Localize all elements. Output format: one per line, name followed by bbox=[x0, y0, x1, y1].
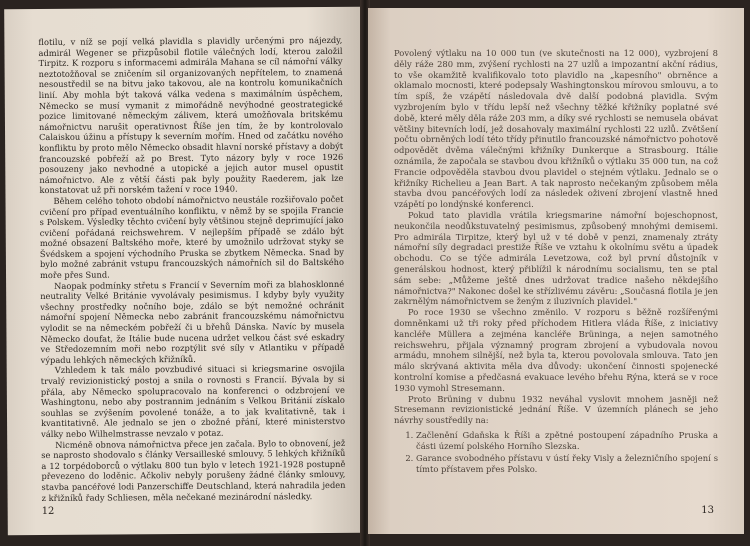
list-item: 2. Garance svobodného přístavu v ústí řeky Visly a železničního spojení s tímto přístavem přes Polsko. bbox=[416, 453, 718, 475]
right-page bbox=[368, 8, 744, 534]
paragraph: Proto Brüning v dubnu 1932 neváhal vyslovit mnohem jasněji než Stresemann revizionistické jednání Říše. V územních plánech se jeho návrhy soustředily na: bbox=[394, 393, 718, 426]
paragraph: Pokud tato plavidla vrátila kriegsmarine námořní bojeschopnost, neukončila neodůkstuvatelný pesimismus, způsobený mnohými demisemi. Pro admirála Tirpitze, který byl už v té době v penzi, znamenaly ztráty námořní síly degradaci prestiže Říše ve vztahu k okolnímu světu a úpadek obchodu. Co se týče admirála Levetzowa, což byl první důstojník v generálskou hodnost, který přiblížil k národnímu socialismu, ten se ptal sám sebe: „Můžeme ještě dnes udržovat tradice našeho někdejšího námořnictva?" Nakonec došel ke střízlivému závěru: „Současná flotila je jen zakrnělým námořnictvem se ženým z iluzivních plavidel." bbox=[394, 209, 718, 307]
paragraph: Naopak podmínky střetu s Francií v Severním moři za blahosklonné neutrality Velké Británie vyvolávaly pesimismus. I kdyby byly využity všechny prostředky nočního boje, zdálo se být nemožné ochránit námořní spojení Německa nebo zabránit francouzskému námořnictvu vylodit se na německém pobřeží či u břehů Dánska. Navíc by musela Německo doufat, že Itálie bude nucena udržet velkou část své eskadry ve Středozemním moři nebo rozptýlit své síly v Atlantiku v případě výpadu lehkých německých křižníků. bbox=[40, 278, 345, 365]
paragraph: Během celého tohoto období námořnictvo neustále rozšiřovalo počet cvičení pro případ eventuálního konfliktu, v němž by se spojila Francie s Polskem. Výsledky těchto cvičení byly většinou stejně deprimující jako cvičení pořádaná reichswehrem. V nejlepším případě se zdálo být možné obsazení Baltského moře, které by umožnilo udržovat styky se Švédskem a spojení východního Pruska se zbytkem Německa. Snad by bylo možné zabránit vstupu francouzských námořních sil do Baltského moře přes Sund. bbox=[39, 193, 344, 281]
list-item: 1. Začlenění Gdaňska k Říši a zpětné postoupení západního Pruska a části území polského Horního Slezska. bbox=[416, 430, 718, 452]
territorial-demands-list bbox=[394, 430, 718, 475]
paragraph: flotilu, v níž se pojí velká plavidla s plavidly určenými pro nájezdy, admirál Wegener se přizpůsobil flotile válečných lodí, kterou založil Tirpitz. K rozporu s informacemi admirála Mahana se cíl námořní války neztotožňoval se zničením sil organizovaných nepřítelem, to znamená nesoustředil se na bitvu jako takovou, ale na kontrolu komunikačních linií. Aby mohla být taková válka vedena s maximálním úspěchem, Německo se musí vymanit z mimořádně nevýhodné geostrategické pozice limitované německým zálivem, která umožňovala britskému námořnictvu narušit operativnost Říše jen tím, že by kontrolovalo Calaiskou úžinu a přístupy k severním mořím. Hned od začátku nového konfliktu by proto mělo Německo obsadit hlavní norské přístavy a dobýt francouzské pobřeží až po Brest. Tyto názory byly v roce 1926 posouzeny jako nevhodné a utopické a jejich autor musel opustit námořnictvo. Ale z větší části pak byly použity Raederem, jak lze konstatovat už při norském tažení v roce 1940. bbox=[38, 34, 344, 196]
paragraph: Po roce 1930 se všechno změnilo. V rozporu s běžně rozšířenými domněnkami už tři roky před příchodem Hitlera vláda Říše, z iniciativy kancléře Müllera a zejména kancléře Brüninga, a nejen samotného reichswehru, přijala významný program zbrojení a vybudovala novou armádu, mnohem silnější, než byla ta, kterou povolovala smlouva. Tato jen málo skrývaná aktivita měla dva důvody: ukončení činnosti spojenecké kontrolní komise a předčasná evakuace levého břehu Rýna, která se v roce 1930 vymohl Stresemann. bbox=[394, 307, 718, 393]
paragraph: Vzhledem k tak málo povzbudivé situaci si kriegsmarine osvojila trvalý revizionistický postoj a snila o rovnosti s Francií. Bývala by si přála, aby Německo spolupracovalo na konferenci o odzbrojení ve Washingtonu, nebo aby postrannim jednáním s Velkou Británií získalo souhlas se zvýšením povolené tonáže, a to jak kvalitativně, tak i kvantitativně. Ale jednalo se jen o zbožné přání, které ministerstvo války nebo Wilhelmstrasse nevzalo v potaz. bbox=[40, 363, 346, 439]
page-number: 12 bbox=[41, 505, 55, 517]
left-page-text bbox=[38, 35, 345, 503]
paragraph: Povolený výtlaku na 10 000 tun (ve skutečnosti na 12 000), vyzbrojení 8 děly ráže 280 mm, zvýšení rychlosti na 27 uzlů a impozantní akční rádius, to vše okamžitě kvalifikovalo toto plavidlo na „kapesního" obrněnce a oklamalo mocnosti, které podepsaly Washingtonskou mírovou smlouvu, a to tím spíš, že vzápětí následovala dvě další podobná plavidla. Svým vyzbrojením bylo v třídu lepší než všechny těžké křižníky poplatné své době, které měly děla ráže 203 mm, a díky své rychlosti se nemusela obávat většiny bitevních lodí, jež dosahovaly maximální rychlosti 22 uzlů. Zvětšení počtu obrněných lodí této třídy přinutilo francouzské námořnictvo pohotově odpovědět dvěma válečnými křižníky Dunkerque a Strasbourg. Itálie oznámila, že započala se stavbou dvou křižníků o výtlaku 35 000 tun, na což Francie odpověděla stavbou dvou plavidel o stejném výtlaku. Jednalo se o křižníky Richelieu a Jean Bart. A tak naprosto nečekaným způsobem měla stavba dvou pancéřových lodí za následek oživení zbrojení vlastně hned vzápětí po londýnské konferenci. bbox=[394, 48, 718, 210]
paragraph: Nicméně obnova námořnictva přece jen začala. Bylo to obnovení, jež se naprosto shodovalo s články Versailleské smlouvy. 5 lehkých křižníků a 12 torpédoborců o výtlaku 800 tun bylo v letech 1921-1928 postupně převezeno do loděnic. Ačkoliv nebyly porušeny žádné články smlouvy, stavba pancéřové lodi Panzerschiffe Deutschland, která nahradila jeden z křižníků řady Schliesen, měla nečekané mezinárodní následky. bbox=[41, 437, 346, 503]
right-page-text bbox=[394, 48, 718, 426]
left-page bbox=[4, 7, 364, 535]
page-number: 13 bbox=[701, 505, 714, 516]
